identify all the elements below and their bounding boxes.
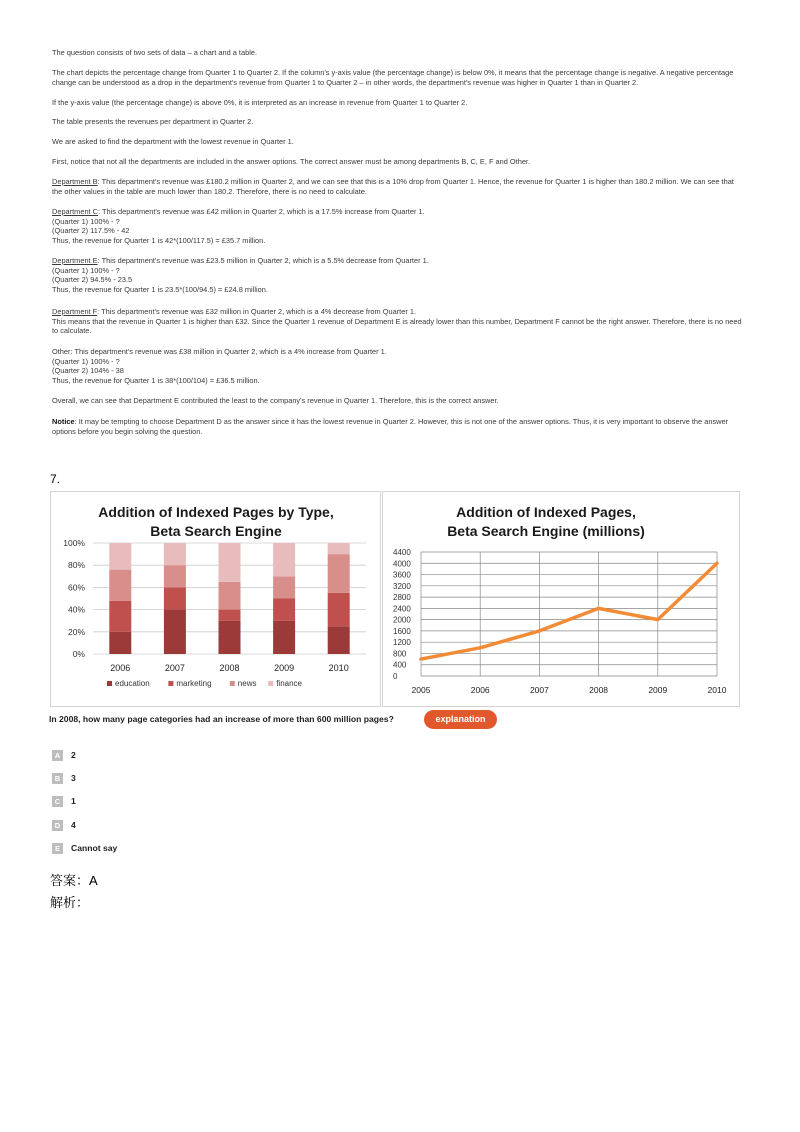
solution-p7: Overall, we can see that Department E contributed the least to the company's revenue in Quarter 1. Therefore, this is the correct answer. (52, 396, 499, 405)
bar-marketing-2010 (328, 593, 350, 626)
department-c-title: Department C (52, 207, 99, 216)
department-c-line1: (Quarter 1) 100% - ? (52, 216, 120, 226)
question-number: 7. (50, 472, 61, 486)
notice-text: : It may be tempting to choose Department D as the answer since it has the lowest revenue in Quarter 2. However, this is not one of the answer options. Thus, it is very important to observe the answer options before you begin solving the question. (52, 417, 729, 436)
bar-finance-2007 (164, 543, 186, 565)
solution-p3: If the y-axis value (the percentage change) is above 0%, it is interpreted as an increase in revenue from Quarter 1 to Quarter 2. (52, 98, 468, 107)
option-c-letter[interactable]: C (52, 796, 63, 807)
department-e-text: : This department's revenue was £23.5 million in Quarter 2, which is a 5.5% decrease from Quarter 1. (97, 256, 429, 265)
line-y-tick-label: 2800 (393, 593, 411, 603)
line-x-tick-label: 2008 (589, 685, 609, 695)
line-series-pages (421, 563, 717, 659)
line-y-tick-label: 4400 (393, 548, 411, 557)
legend-label-finance: finance (276, 679, 302, 688)
line-y-tick-label: 400 (393, 660, 407, 670)
line-x-tick-label: 2007 (529, 685, 549, 695)
department-c-line2: (Quarter 2) 117.5% - 42 (52, 226, 130, 236)
bar-x-tick-label: 2008 (219, 663, 240, 673)
bar-x-tick-label: 2006 (110, 663, 131, 673)
bar-chart-bars (109, 543, 349, 654)
bar-news-2006 (109, 570, 131, 601)
bar-news-2007 (164, 565, 186, 587)
line-chart-title-line2: Beta Search Engine (millions) (447, 523, 645, 539)
line-y-tick-label: 4000 (393, 559, 411, 569)
department-c-text: : This department's revenue was £42 million in Quarter 2, which is a 17.5% increase from Quarter 1. (98, 207, 425, 216)
solution-p6-block (52, 157, 742, 167)
option-c-text: 1 (71, 796, 76, 806)
option-e-text: Cannot say (71, 843, 118, 853)
bar-marketing-2008 (219, 610, 241, 621)
legend-swatch-marketing (168, 681, 173, 686)
bar-education-2006 (109, 632, 131, 654)
bar-education-2010 (328, 626, 350, 654)
legend-swatch-finance (268, 681, 273, 686)
option-b-text: 3 (71, 773, 76, 783)
solution-text (52, 48, 742, 58)
solution-p6: First, notice that not all the departments are included in the answer options. The correct answer must be among departments B, C, E, F and Other. (52, 157, 531, 166)
bar-news-2008 (219, 582, 241, 610)
bar-chart-y-axis (63, 538, 85, 659)
bar-finance-2010 (328, 543, 350, 554)
bar-chart-title-line2: Beta Search Engine (150, 523, 282, 539)
bar-y-tick-label: 40% (67, 604, 85, 615)
solution-p2-block (52, 68, 742, 87)
bar-x-tick-label: 2009 (274, 663, 295, 673)
line-x-tick-label: 2010 (707, 685, 727, 695)
line-y-tick-label: 1200 (393, 638, 411, 648)
solution-p5-block (52, 137, 742, 147)
question-text: In 2008, how many page categories had an increase of more than 600 million pages? (49, 714, 394, 724)
department-c-block (52, 207, 742, 245)
bar-y-tick-label: 80% (67, 560, 85, 571)
department-b-block (52, 177, 742, 196)
department-e-title: Department E (52, 256, 98, 265)
legend-label-marketing: marketing (176, 679, 212, 688)
option-d-text: 4 (71, 820, 76, 830)
line-y-tick-label: 1600 (393, 626, 411, 636)
line-y-tick-label: 3200 (393, 581, 411, 591)
line-chart-y-axis (393, 548, 411, 681)
department-other-line1: (Quarter 1) 100% - ? (52, 356, 120, 366)
line-x-tick-label: 2006 (470, 685, 490, 695)
solution-p3-block (52, 98, 742, 108)
department-b-text: : This department's revenue was £180.2 million in Quarter 2, and we can see that this is a 10% drop from Quarter 1. Hence, the revenue for Quarter 1 is higher than 180.2 million. We can see that the other values in the table are much lower than 180.2. Therefore, there is no need to calculate. (52, 177, 734, 196)
bar-x-tick-label: 2007 (164, 663, 185, 673)
solution-p1: The question consists of two sets of data – a chart and a table. (52, 48, 258, 57)
legend-label-education: education (115, 679, 150, 688)
line-chart-series (421, 563, 717, 659)
bar-y-tick-label: 20% (67, 626, 85, 637)
solution-p4: The table presents the revenues per department in Quarter 2. (52, 117, 254, 126)
line-chart-svg (383, 492, 739, 706)
solution-p4-block (52, 117, 742, 127)
department-other-line2: (Quarter 2) 104% - 38 (52, 366, 124, 376)
notice-block (52, 417, 742, 436)
department-e-line1: (Quarter 1) 100% - ? (52, 265, 120, 275)
bar-finance-2006 (109, 543, 131, 570)
line-chart-title-line1: Addition of Indexed Pages, (456, 504, 636, 520)
department-f-title: Department F (52, 307, 98, 316)
bar-y-tick-label: 100% (63, 538, 85, 548)
line-y-tick-label: 2000 (393, 615, 411, 625)
option-a-letter[interactable]: A (52, 750, 63, 761)
department-other-block (52, 347, 742, 385)
department-other-text: Other: This department's revenue was £38 million in Quarter 2, which is a 4% increase from Quarter 1. (52, 347, 387, 356)
department-e-block (52, 256, 742, 294)
bar-marketing-2006 (109, 601, 131, 632)
department-f-line1: This means that the revenue in Quarter 1 is higher than £32. Since the Quarter 1 revenue of Department E is already lower than this number, Department F cannot be the right answer. Therefore, there is no need to calculate. (52, 316, 742, 336)
legend-label-news: news (237, 679, 257, 688)
explanation-button[interactable]: explanation (424, 710, 497, 729)
legend-swatch-education (107, 681, 112, 686)
bar-news-2009 (273, 576, 295, 598)
option-b-letter[interactable]: B (52, 773, 63, 784)
option-e-letter[interactable]: E (52, 843, 63, 854)
notice-label: Notice (52, 417, 75, 426)
stacked-bar-chart-svg (51, 492, 380, 706)
line-chart-gridlines (421, 552, 717, 676)
bar-marketing-2009 (273, 599, 295, 621)
bar-y-tick-label: 60% (67, 582, 85, 593)
bar-chart-x-axis (110, 663, 348, 673)
stacked-bar-chart (50, 491, 381, 707)
department-b-title: Department B (52, 177, 98, 186)
department-e-line3: Thus, the revenue for Quarter 1 is 23.5*(100/94.5) = £24.8 million. (52, 284, 268, 294)
bar-education-2008 (219, 621, 241, 654)
bar-finance-2009 (273, 543, 295, 576)
department-c-line3: Thus, the revenue for Quarter 1 is 42*(100/117.5) = £35.7 million. (52, 235, 266, 245)
answer-line: 答案：A (50, 873, 98, 888)
department-e-line2: (Quarter 2) 94.5% - 23.5 (52, 275, 133, 285)
department-f-block (52, 307, 742, 336)
bar-y-tick-label: 0% (72, 649, 85, 659)
line-y-tick-label: 0 (393, 672, 398, 681)
line-x-tick-label: 2005 (411, 685, 431, 695)
solution-p7-block (52, 396, 742, 406)
department-other-line3: Thus, the revenue for Quarter 1 is 38*(100/104) = £36.5 million. (52, 375, 260, 385)
analysis-line: 解析： (50, 895, 90, 910)
bar-marketing-2007 (164, 587, 186, 609)
bar-x-tick-label: 2010 (328, 663, 349, 673)
solution-p5: We are asked to find the department with the lowest revenue in Quarter 1. (52, 137, 294, 146)
line-y-tick-label: 2400 (393, 604, 411, 614)
option-a-text: 2 (71, 750, 76, 760)
line-y-tick-label: 3600 (393, 570, 411, 580)
line-chart-x-axis (412, 685, 727, 695)
option-d-letter[interactable]: D (52, 820, 63, 831)
line-x-tick-label: 2009 (648, 685, 668, 695)
bar-education-2007 (164, 610, 186, 654)
solution-p2: The chart depicts the percentage change from Quarter 1 to Quarter 2. If the column's y-axis value (the percentage change) is below 0%, it means that the percentage change is negative. A negative percentage change can be understood as a drop in the department's revenue from Quarter 1 to Quarter 2 – in other words, the department's revenue was higher in Quarter 1 than in Quarter 2. (52, 68, 734, 87)
line-chart (382, 491, 740, 707)
bar-finance-2008 (219, 543, 241, 582)
bar-news-2010 (328, 554, 350, 593)
department-f-text: : This department's revenue was £32 million in Quarter 2, which is a 4% decrease from Quarter 1. (97, 307, 416, 316)
bar-education-2009 (273, 621, 295, 654)
legend-swatch-news (230, 681, 235, 686)
bar-chart-legend (107, 679, 303, 688)
line-y-tick-label: 800 (393, 649, 407, 659)
bar-chart-title-line1: Addition of Indexed Pages by Type, (98, 504, 334, 520)
